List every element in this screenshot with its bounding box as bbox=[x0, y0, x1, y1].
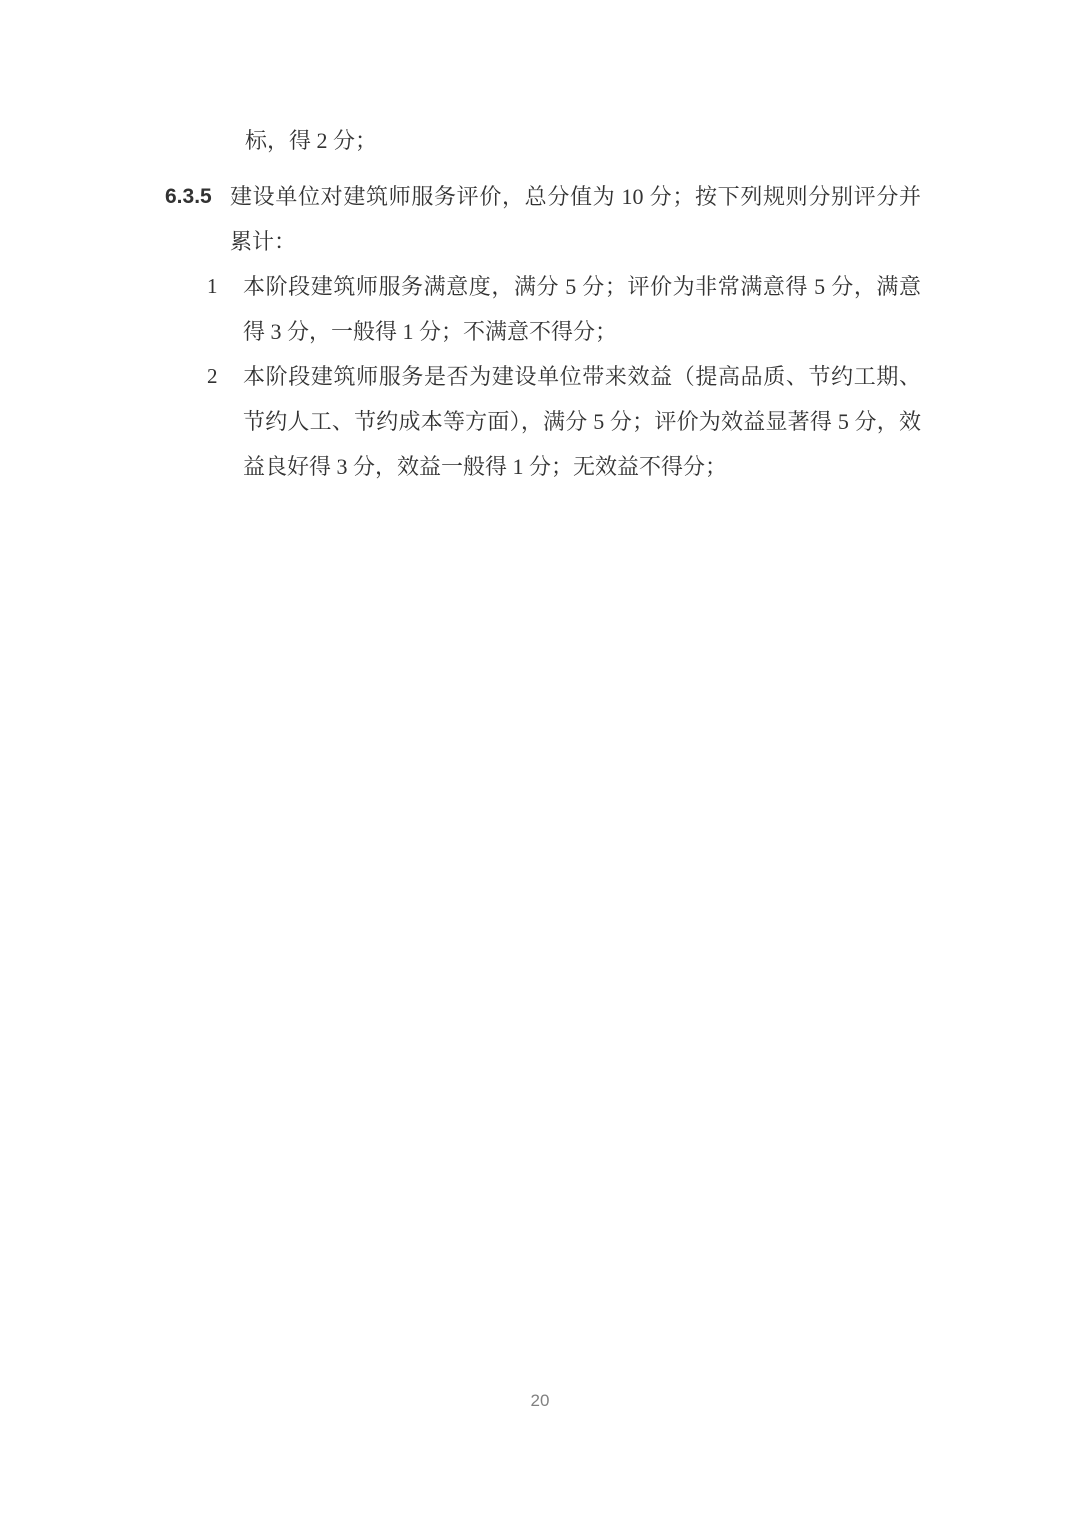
list-item-1 bbox=[207, 264, 921, 354]
continuation-paragraph: 标，得 2 分； bbox=[245, 128, 378, 153]
list-item-text: 本阶段建筑师服务是否为建设单位带来效益（提高品质、节约工期、节约人工、节约成本等方面），满分 5 分；评价为效益显著得 5 分，效益良好得 3 分，效益一般得 1 分；无效益不得分； bbox=[243, 364, 921, 479]
list-item-2 bbox=[207, 354, 921, 489]
document-content bbox=[165, 118, 921, 489]
list-item-text: 本阶段建筑师服务满意度，满分 5 分；评价为非常满意得 5 分，满意得 3 分，一般得 1 分；不满意不得分； bbox=[243, 274, 921, 344]
page-number: 20 bbox=[530, 1391, 550, 1410]
list-item-number: 2 bbox=[207, 364, 218, 388]
section-6-3-5 bbox=[165, 174, 921, 264]
section-number: 6.3.5 bbox=[165, 185, 212, 208]
section-text: 建设单位对建筑师服务评价，总分值为 10 分；按下列规则分别评分并累计： bbox=[230, 184, 921, 254]
list-item-number: 1 bbox=[207, 274, 218, 298]
